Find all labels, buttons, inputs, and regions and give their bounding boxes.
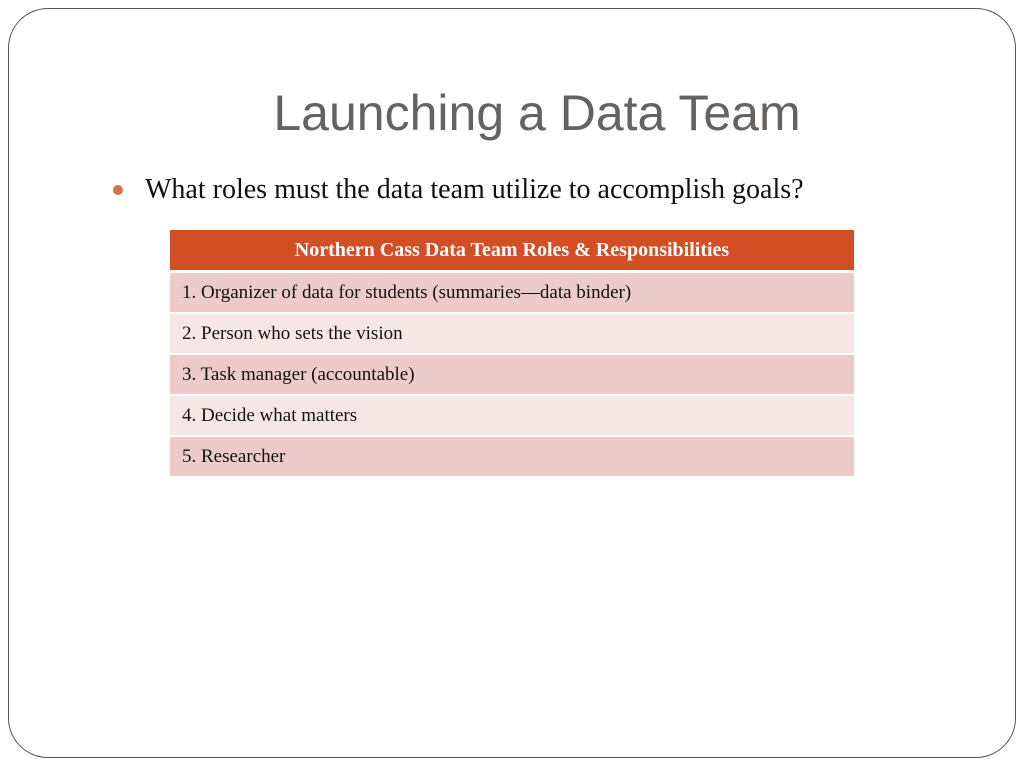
table-cell: 4. Decide what matters xyxy=(170,395,854,436)
bullet-item xyxy=(113,170,804,210)
table-row xyxy=(170,395,854,436)
table-row xyxy=(170,313,854,354)
slide-title: Launching a Data Team xyxy=(273,85,801,141)
table-cell: 5. Researcher xyxy=(170,436,854,476)
table-header: Northern Cass Data Team Roles & Responsibilities xyxy=(170,230,854,272)
table-cell: 3. Task manager (accountable) xyxy=(170,354,854,395)
table-header-row xyxy=(170,230,854,272)
roles-table xyxy=(170,230,854,476)
table-cell: 1. Organizer of data for students (summaries—data binder) xyxy=(170,272,854,314)
table-row xyxy=(170,354,854,395)
table-row xyxy=(170,272,854,314)
table-cell: 2. Person who sets the vision xyxy=(170,313,854,354)
table-row xyxy=(170,436,854,476)
bullet-text: What roles must the data team utilize to accomplish goals? xyxy=(145,174,804,205)
bullet-dot-icon xyxy=(113,185,123,195)
